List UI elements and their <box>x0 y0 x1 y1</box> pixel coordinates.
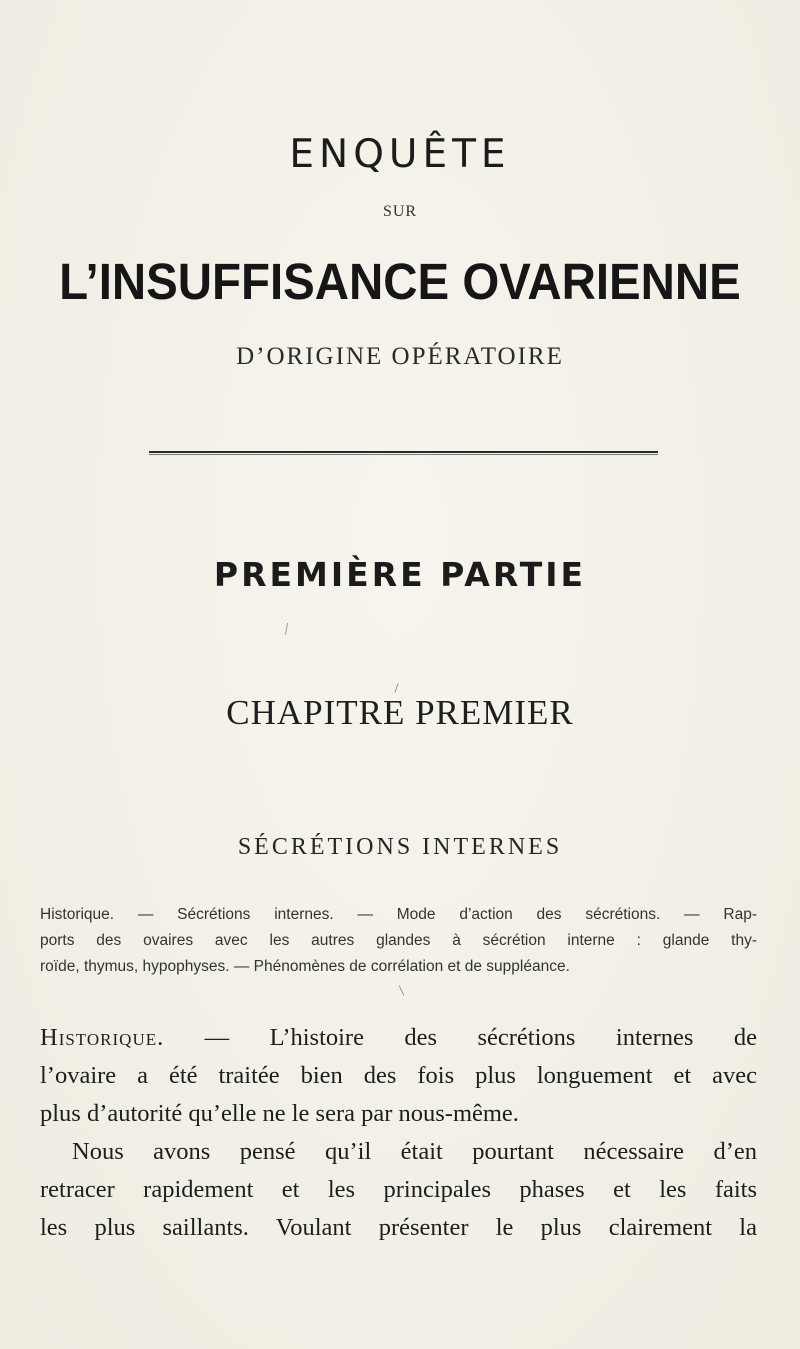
body-line: retracer rapidement et les principales phases et les faits <box>40 1176 757 1203</box>
body-line-rest: — L’histoire des sécrétions internes de <box>164 1024 757 1051</box>
body-line: Nous avons pensé qu’il était pourtant nécessaire d’en <box>72 1138 757 1165</box>
heading-enquete: ENQUÊTE <box>289 132 511 177</box>
chapter-summary <box>40 902 757 980</box>
chapter-subtitle: SÉCRÉTIONS INTERNES <box>237 834 563 860</box>
subtitle-origine: D’ORIGINE OPÉRATOIRE <box>236 343 564 370</box>
summary-line: Historique. — Sécrétions internes. — Mode d’action des sécrétions. — Rap- <box>40 906 757 923</box>
section-lead: Historique. <box>40 1024 165 1051</box>
summary-line: roïde, thymus, hypophyses. — Phénomènes de corrélation et de suppléance. <box>40 958 570 975</box>
body-text <box>40 1019 757 1247</box>
title-divider <box>149 451 658 455</box>
chapter-title: CHAPITRE PREMIER <box>226 693 574 732</box>
body-line: plus d’autorité qu’elle ne le sera par nous-même. <box>40 1100 519 1127</box>
summary-line: ports des ovaires avec les autres glandes à sécrétion interne : glande thy- <box>40 932 757 949</box>
heading-sur: SUR <box>382 203 418 220</box>
main-title: L’INSUFFISANCE OVARIENNE <box>59 253 741 310</box>
ink-speck <box>394 683 398 693</box>
ink-speck <box>399 985 405 995</box>
part-title: PREMIÈRE PARTIE <box>213 555 587 594</box>
ink-speck <box>285 623 288 635</box>
body-line: les plus saillants. Voulant présenter le plus clairement la <box>40 1214 757 1241</box>
body-line: l’ovaire a été traitée bien des fois plus longuement et avec <box>40 1062 757 1089</box>
body-line <box>40 1019 757 1057</box>
